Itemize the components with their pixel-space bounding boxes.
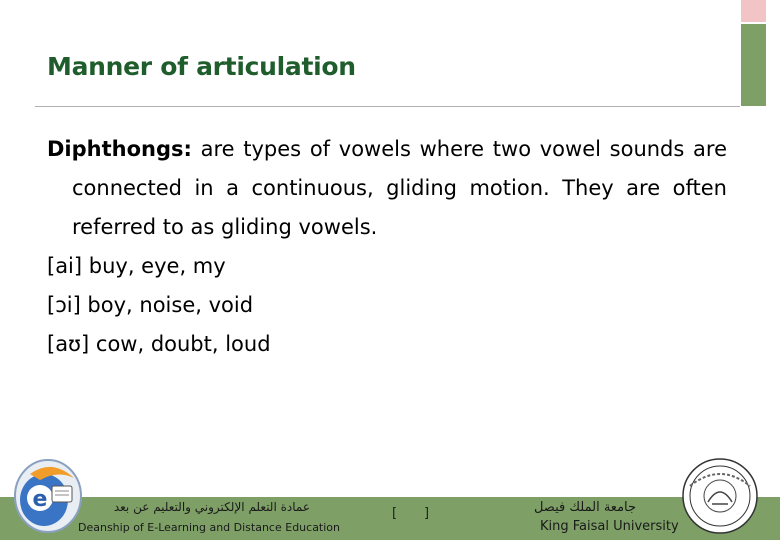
university-english: King Faisal University	[540, 519, 679, 534]
title-divider	[35, 106, 740, 107]
university-arabic: جامعة الملك فيصل	[533, 500, 637, 515]
deanship-arabic: عمادة التعلم الإلكتروني والتعليم عن بعد	[113, 500, 310, 514]
deanship-english: Deanship of E-Learning and Distance Education	[78, 521, 341, 534]
e-learning-logo-icon	[12, 456, 84, 536]
decorative-bar-pink	[741, 0, 766, 22]
svg-text:e: e	[32, 487, 48, 512]
decorative-bar-green	[741, 24, 766, 106]
definition-paragraph	[47, 130, 727, 247]
definition-term: Diphthongs:	[47, 137, 192, 161]
slide-title: Manner of articulation	[47, 52, 356, 81]
slide-body	[47, 130, 727, 364]
example-line-oi: [ɔi] boy, noise, void	[47, 293, 254, 317]
page-number-open: [	[392, 506, 398, 521]
example-line-ai: [ai] buy, eye, my	[47, 254, 226, 278]
definition-text: are types of vowels where two vowel sounds are connected in a continuous, gliding motion. They are often referred to as gliding vowels.	[72, 137, 727, 239]
page-number-close: ]	[424, 506, 430, 521]
university-seal-icon	[676, 456, 764, 536]
example-line-au: [aʊ] cow, doubt, loud	[47, 332, 271, 356]
